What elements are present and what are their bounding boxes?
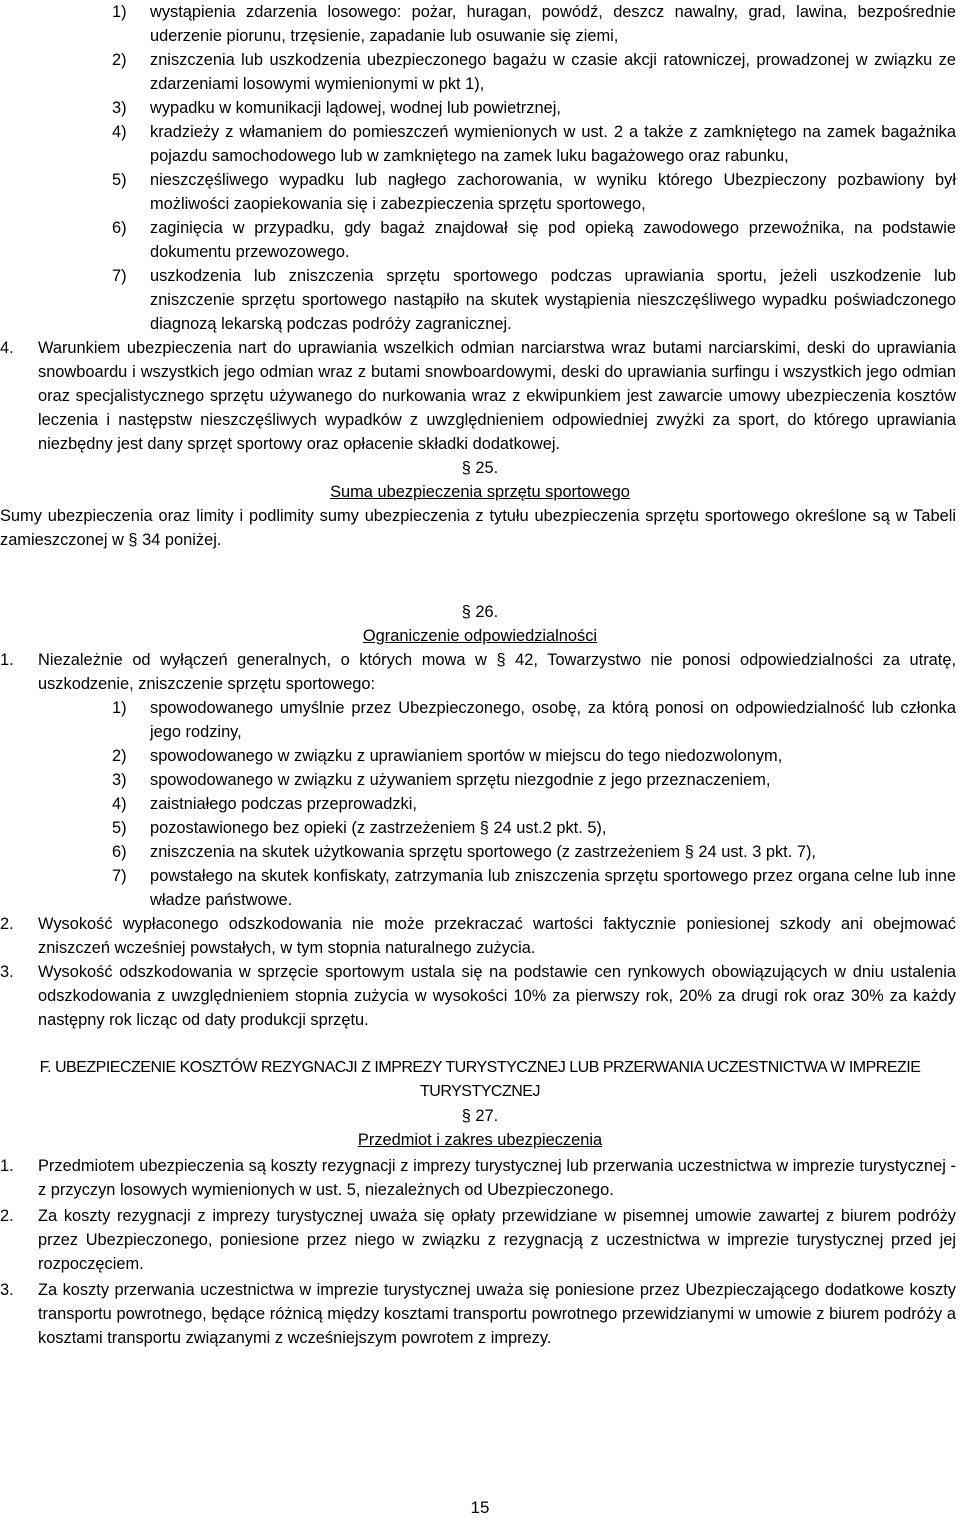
item-text: spowodowanego w związku z uprawianiem sportów w miejscu do tego niedozwolonym, (150, 747, 783, 765)
item-number: 3) (112, 99, 127, 117)
item-text: pozostawionego bez opieki (z zastrzeżeniem § 24 ust.2 pkt. 5), (150, 819, 607, 837)
item-text: kradzieży z włamaniem do pomieszczeń wymienionych w ust. 2 a także z zamkniętego na zamek bagażnika pojazdu samochodowego lub w zamkniętego na zamek luku bagażowego oraz rabunku, (150, 123, 956, 165)
list-item (112, 792, 956, 816)
paragraph-text: Przedmiotem ubezpieczenia są koszty rezygnacji z imprezy turystycznej lub przerwania uczestnictwa w imprezie turystycznej - z przyczyn losowych wymienionych w ust. 5, niezależnych od Ubezpieczonego. (38, 1157, 956, 1199)
item-number: 2) (112, 51, 127, 69)
section-f-heading: F. UBEZPIECZENIE KOSZTÓW REZYGNACJI Z IMPREZY TURYSTYCZNEJ LUB PRZERWANIA UCZESTNICTWA W IMPREZIE TURYSTYCZNEJ (39, 1059, 921, 1100)
paragraph-26-1 (0, 648, 956, 696)
paragraph-text: Wysokość wypłaconego odszkodowania nie może przekraczać wartości faktycznie poniesionej szkody ani obejmować zniszczeń wcześniej powstałych, w tym stopnia naturalnego zużycia. (38, 915, 956, 957)
paragraph-text: Warunkiem ubezpieczenia nart do uprawiania wszelkich odmian narciarstwa wraz butami narciarskimi, deski do uprawiania snowboardu i wszystkich jego odmian wraz z butami snowboardowymi, deski do uprawiania surfingu i wszystkich jego odmian oraz specjalistycznego sprzętu używanego do nurkowania wraz z ekwipunkiem jest zawarcie umowy ubezpieczenia kosztów leczenia i następstw nieszczęśliwych wypadków z uwzględnieniem odpowiedniej zwyżki za sport, do którego uprawiania niezbędny jest dany sprzęt sportowy oraz opłacenie składki dodatkowej. (38, 339, 956, 453)
list-item (112, 0, 956, 48)
list-item (112, 864, 956, 912)
paragraph-number: 3. (0, 963, 14, 981)
paragraph-text: Wysokość odszkodowania w sprzęcie sportowym ustala się na podstawie cen rynkowych obowiązujących w dniu ustalenia odszkodowania z uwzględnieniem stopnia zużycia w wysokości 10% za pierwszy rok, 20% za drugi rok oraz 30% za każdy następny rok licząc od daty produkcji sprzętu. (38, 963, 956, 1029)
list-item (112, 768, 956, 792)
paragraph-27-3 (0, 1278, 956, 1350)
paragraph-number: 1. (0, 651, 14, 669)
list-item (112, 816, 956, 840)
item-number: 5) (112, 819, 127, 837)
item-number: 4) (112, 123, 127, 141)
item-text: zaistniałego podczas przeprowadzki, (150, 795, 417, 813)
item-text: zaginięcia w przypadku, gdy bagaż znajdował się pod opieką zawodowego przewoźnika, na podstawie dokumentu przewozowego. (150, 219, 956, 261)
item-text: zniszczenia lub uszkodzenia ubezpieczonego bagażu w czasie akcji ratowniczej, prowadzonej w związku ze zdarzeniami losowymi wymienionymi w pkt 1), (150, 51, 956, 93)
item-number: 7) (112, 267, 127, 285)
list-26 (112, 696, 956, 912)
list-item (112, 696, 956, 744)
section-number-26: § 26. (461, 603, 499, 621)
list-item (112, 840, 956, 864)
spacer (0, 552, 960, 576)
item-text: powstałego na skutek konfiskaty, zatrzymania lub zniszczenia sprzętu sportowego przez organa celne lub inne władze państwowe. (150, 867, 956, 909)
item-text: wypadku w komunikacji lądowej, wodnej lub powietrznej, (150, 99, 561, 117)
item-number: 1) (112, 3, 127, 21)
item-number: 6) (112, 843, 127, 861)
paragraph-number: 1. (0, 1157, 14, 1175)
paragraph-text: Za koszty przerwania uczestnictwa w imprezie turystycznej uważa się poniesione przez Ubezpieczającego dodatkowe koszty transportu powrotnego, będące różnicą między kosztami transportu powrotnego przewidzianymi w umowie z biurem podróży a kosztami transportu związanymi z wcześniejszym powrotem z imprezy. (38, 1281, 956, 1347)
paragraph-4 (0, 336, 956, 456)
section-title-25: Suma ubezpieczenia sprzętu sportowego (330, 483, 630, 501)
paragraph-text: Za koszty rezygnacji z imprezy turystycznej uważa się opłaty przewidziane w pisemnej umowie zawartej z biurem podróży przez Ubezpieczonego, poniesione przez niego w związku z rezygnacją z uczestnictwa w imprezie turystycznej przed jej rozpoczęciem. (38, 1207, 956, 1273)
list-item (112, 48, 956, 96)
item-number: 5) (112, 171, 127, 189)
section-number-27: § 27. (461, 1107, 499, 1125)
item-number: 7) (112, 867, 127, 885)
paragraph-26-2 (0, 912, 956, 960)
item-text: nieszczęśliwego wypadku lub nagłego zachorowania, w wyniku którego Ubezpieczony pozbawiony był możliwości zaopiekowania się i zabezpieczenia sprzętu sportowego, (150, 171, 956, 213)
list-a (112, 0, 956, 336)
paragraph-26-3 (0, 960, 956, 1032)
item-number: 6) (112, 219, 127, 237)
item-text: wystąpienia zdarzenia losowego: pożar, huragan, powódź, deszcz nawalny, grad, lawina, bezpośrednie uderzenie piorunu, trzęsienie, zapadanie lub osuwanie się ziemi, (150, 3, 956, 45)
paragraph-number: 4. (0, 339, 14, 357)
item-text: spowodowanego umyślnie przez Ubezpieczonego, osobę, za którą ponosi on odpowiedzialność lub członka jego rodziny, (150, 699, 956, 741)
item-text: zniszczenia na skutek użytkowania sprzętu sportowego (z zastrzeżeniem § 24 ust. 3 pkt. 7), (150, 843, 816, 861)
item-text: uszkodzenia lub zniszczenia sprzętu sportowego podczas uprawiania sportu, jeżeli uszkodzenie lub zniszczenie sprzętu sportowego nastąpiło na skutek wystąpienia nieszczęśliwego wypadku poświadczonego diagnozą lekarską podczas podróży zagranicznej. (150, 267, 956, 333)
paragraph-text: Niezależnie od wyłączeń generalnych, o których mowa w § 42, Towarzystwo nie ponosi odpowiedzialności za utratę, uszkodzenie, zniszczenie sprzętu sportowego: (38, 651, 956, 693)
paragraph-number: 2. (0, 1207, 14, 1225)
paragraph-number: 2. (0, 915, 14, 933)
item-number: 1) (112, 699, 127, 717)
list-item (112, 120, 956, 168)
paragraph-27-1 (0, 1154, 956, 1202)
item-number: 3) (112, 771, 127, 789)
spacer (0, 576, 960, 600)
list-item (112, 96, 956, 120)
list-item (112, 216, 956, 264)
paragraph-27-2 (0, 1204, 956, 1276)
spacer (0, 1032, 960, 1056)
list-item (112, 168, 956, 216)
list-item (112, 744, 956, 768)
item-number: 4) (112, 795, 127, 813)
page-number: 15 (470, 1498, 490, 1517)
item-number: 2) (112, 747, 127, 765)
paragraph-number: 3. (0, 1281, 14, 1299)
section-text-25: Sumy ubezpieczenia oraz limity i podlimity sumy ubezpieczenia z tytułu ubezpieczenia sprzętu sportowego określone są w Tabeli zamieszczonej w § 34 poniżej. (0, 507, 956, 549)
list-item (112, 264, 956, 336)
section-number-25: § 25. (461, 459, 499, 477)
item-text: spowodowanego w związku z używaniem sprzętu niezgodnie z jego przeznaczeniem, (150, 771, 771, 789)
section-title-26: Ograniczenie odpowiedzialności (362, 627, 598, 645)
section-title-27: Przedmiot i zakres ubezpieczenia (357, 1131, 603, 1149)
